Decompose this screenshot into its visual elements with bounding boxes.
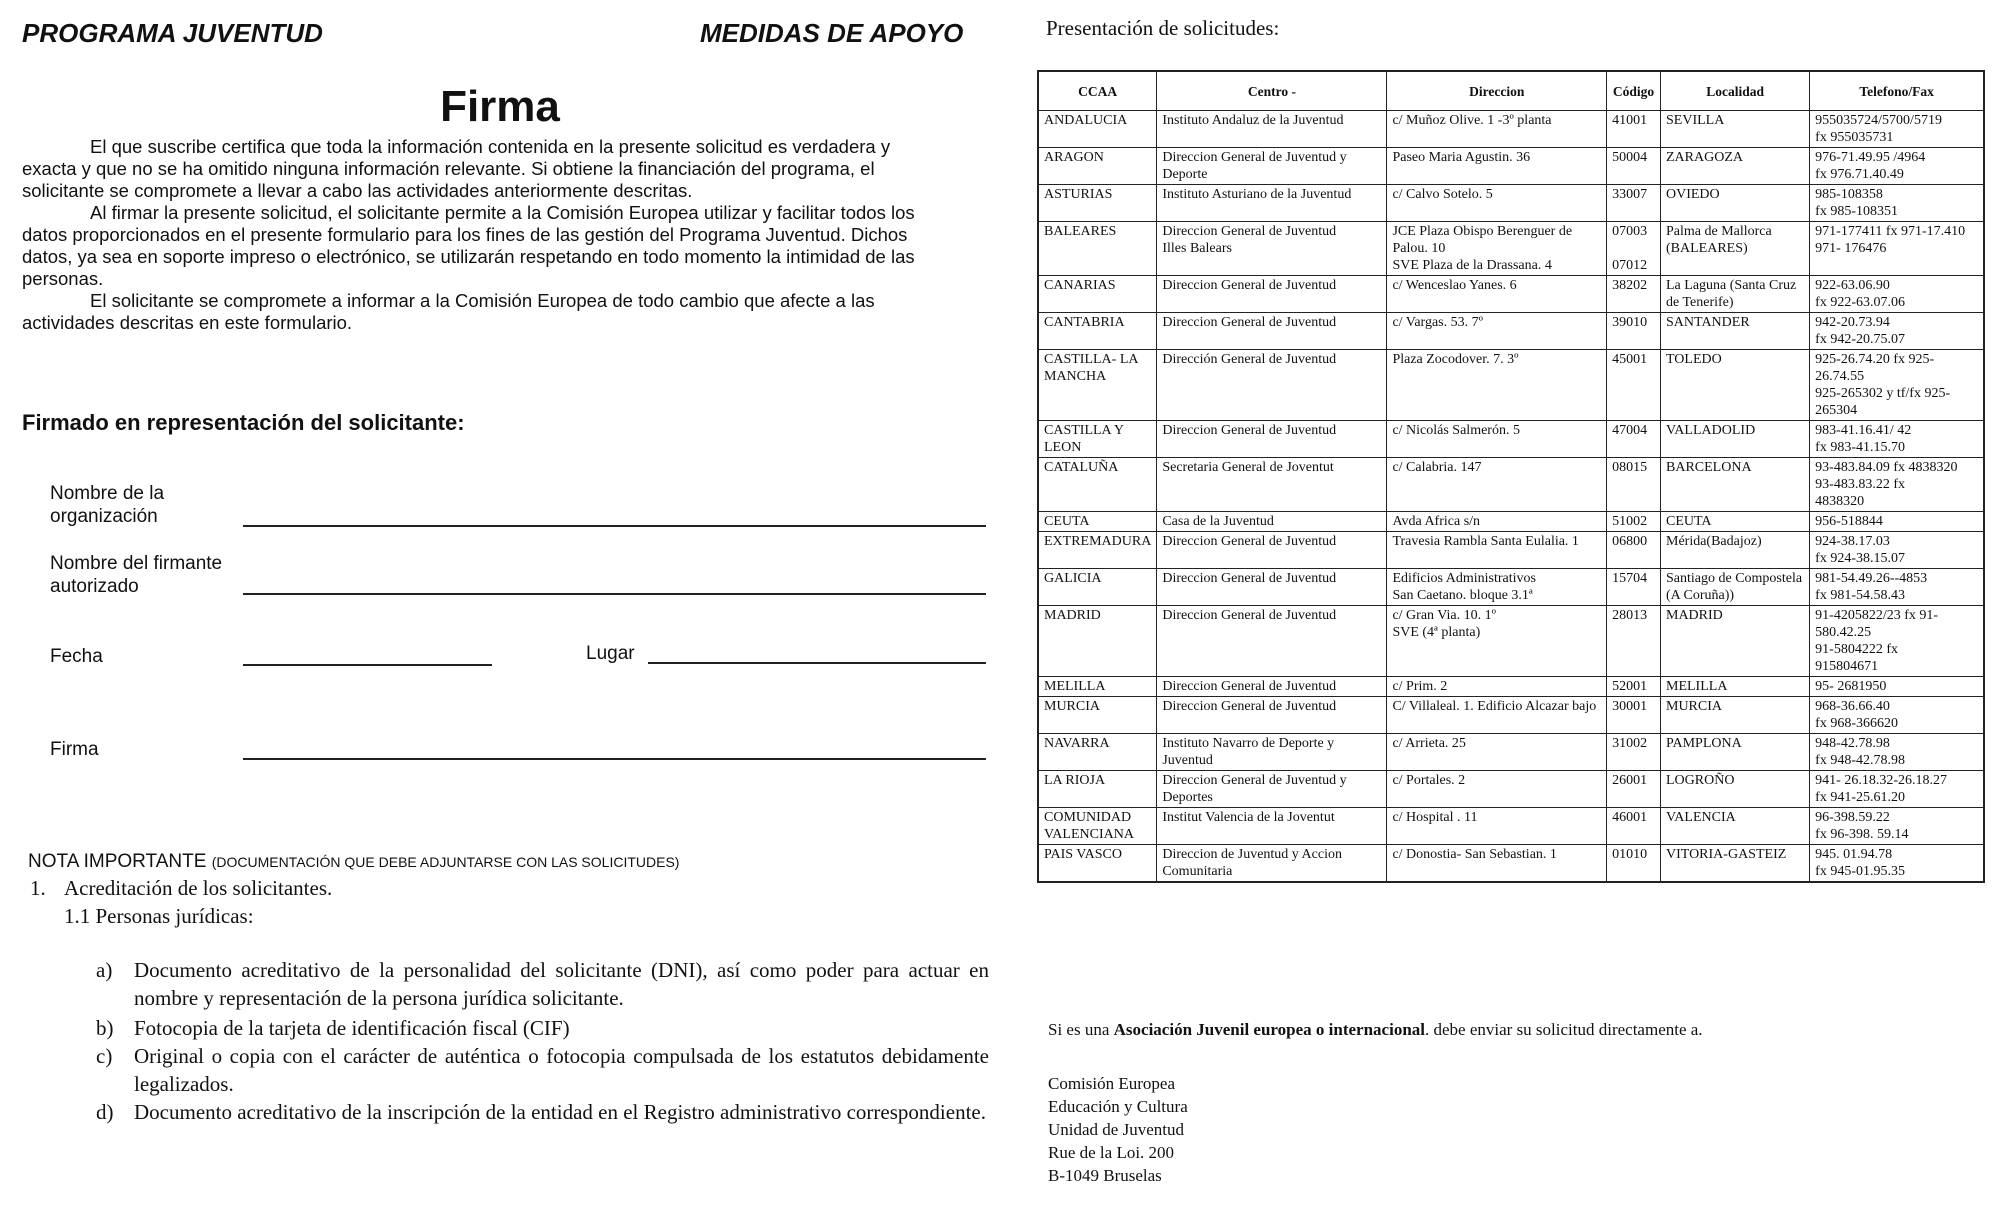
centro-cell: Direccion General de Juventud [1157, 532, 1387, 569]
telefono-cell: 924-38.17.03 fx 924-38.15.07 [1810, 532, 1984, 569]
centro-cell: Direccion General de Juventud [1157, 677, 1387, 697]
codigo-cell: 01010 [1607, 845, 1661, 883]
direccion-cell: C/ Villaleal. 1. Edificio Alcazar bajo [1387, 697, 1607, 734]
codigo-cell: 30001 [1607, 697, 1661, 734]
direccion-cell: Edificios Administrativos San Caetano. bloque 3.1ª [1387, 569, 1607, 606]
direccion-cell: Plaza Zocodover. 7. 3º [1387, 350, 1607, 421]
submission-note: Si es una Asociación Juvenil europea o internacional. debe enviar su solicitud directamente a. [1048, 1020, 1703, 1039]
organization-line[interactable] [243, 525, 986, 527]
centro-cell: Direccion General de Juventud [1157, 421, 1387, 458]
table-row [1038, 697, 1984, 734]
telefono-cell: 942-20.73.94 fx 942-20.75.07 [1810, 313, 1984, 350]
ccaa-cell: CASTILLA Y LEON [1038, 421, 1157, 458]
telefono-cell: 976-71.49.95 /4964 fx 976.71.40.49 [1810, 148, 1984, 185]
centro-cell: Instituto Navarro de Deporte y Juventud [1157, 734, 1387, 771]
codigo-cell: 28013 [1607, 606, 1661, 677]
ccaa-cell: MURCIA [1038, 697, 1157, 734]
direccion-cell: c/ Vargas. 53. 7º [1387, 313, 1607, 350]
centro-cell: Instituto Andaluz de la Juventud [1157, 111, 1387, 148]
localidad-cell: La Laguna (Santa Cruz de Tenerife) [1661, 276, 1810, 313]
codigo-cell: 47004 [1607, 421, 1661, 458]
important-note: NOTA IMPORTANTE (DOCUMENTACIÓN QUE DEBE ADJUNTARSE CON LAS SOLICITUDES) [28, 851, 680, 872]
commission-address: Comisión Europea Educación y Cultura Unidad de Juventud Rue de la Loi. 200 B-1049 Bruselas [1048, 1074, 1188, 1185]
ccaa-cell: EXTREMADURA [1038, 532, 1157, 569]
telefono-cell: 985-108358 fx 985-108351 [1810, 185, 1984, 222]
localidad-cell: CEUTA [1661, 512, 1810, 532]
codigo-cell: 06800 [1607, 532, 1661, 569]
codigo-cell: 52001 [1607, 677, 1661, 697]
telefono-cell: 968-36.66.40 fx 968-366620 [1810, 697, 1984, 734]
direccion-cell: c/ Calabria. 147 [1387, 458, 1607, 512]
ccaa-cell: COMUNIDAD VALENCIANA [1038, 808, 1157, 845]
table-row [1038, 421, 1984, 458]
direccion-cell: c/ Portales. 2 [1387, 771, 1607, 808]
direccion-cell: c/ Donostia- San Sebastian. 1 [1387, 845, 1607, 883]
centro-cell: Direccion General de Juventud [1157, 276, 1387, 313]
table-row [1038, 677, 1984, 697]
table-row [1038, 512, 1984, 532]
ccaa-cell: MELILLA [1038, 677, 1157, 697]
ccaa-cell: BALEARES [1038, 222, 1157, 276]
codigo-cell: 26001 [1607, 771, 1661, 808]
localidad-cell: OVIEDO [1661, 185, 1810, 222]
centro-cell: Casa de la Juventud [1157, 512, 1387, 532]
codigo-cell: 46001 [1607, 808, 1661, 845]
header-direccion: Direccion [1387, 71, 1607, 111]
codigo-cell: 38202 [1607, 276, 1661, 313]
page-title: Firma [440, 82, 560, 131]
direccion-cell: c/ Arrieta. 25 [1387, 734, 1607, 771]
header-localidad: Localidad [1661, 71, 1810, 111]
organization-label: Nombre de la organización [50, 483, 165, 527]
telefono-cell: 971-177411 fx 971-17.410 971- 176476 [1810, 222, 1984, 276]
signature-label: Firma [50, 739, 99, 760]
codigo-cell: 33007 [1607, 185, 1661, 222]
localidad-cell: MADRID [1661, 606, 1810, 677]
telefono-cell: 91-4205822/23 fx 91-580.42.25 91-5804222 fx 915804671 [1810, 606, 1984, 677]
centro-cell: Institut Valencia de la Joventut [1157, 808, 1387, 845]
date-label: Fecha [50, 646, 103, 667]
direccion-cell: c/ Hospital . 11 [1387, 808, 1607, 845]
list-item: b) Fotocopia de la tarjeta de identificación fiscal (CIF) [96, 1016, 570, 1040]
centro-cell: Instituto Asturiano de la Juventud [1157, 185, 1387, 222]
centro-cell: Direccion General de Juventud [1157, 569, 1387, 606]
table-row [1038, 569, 1984, 606]
codigo-cell: 45001 [1607, 350, 1661, 421]
place-label: Lugar [586, 643, 635, 664]
telefono-cell: 948-42.78.98 fx 948-42.78.98 [1810, 734, 1984, 771]
table-row [1038, 845, 1984, 883]
codigo-cell: 08015 [1607, 458, 1661, 512]
table-header-row [1038, 71, 1984, 111]
localidad-cell: BARCELONA [1661, 458, 1810, 512]
telefono-cell: 96-398.59.22 fx 96-398. 59.14 [1810, 808, 1984, 845]
centro-cell: Direccion General de Juventud [1157, 606, 1387, 677]
localidad-cell: VALENCIA [1661, 808, 1810, 845]
table-row [1038, 222, 1984, 276]
item-1-1-heading: 1.1 Personas jurídicas: [64, 904, 254, 928]
header-section: MEDIDAS DE APOYO [700, 18, 964, 48]
right-page [1010, 0, 2000, 1224]
ccaa-cell: ANDALUCIA [1038, 111, 1157, 148]
direccion-cell: JCE Plaza Obispo Berenguer de Palou. 10 SVE Plaza de la Drassana. 4 [1387, 222, 1607, 276]
ccaa-cell: NAVARRA [1038, 734, 1157, 771]
localidad-cell: VALLADOLID [1661, 421, 1810, 458]
centro-cell: Direccion General de Juventud Illes Balears [1157, 222, 1387, 276]
ccaa-cell: CEUTA [1038, 512, 1157, 532]
table-row [1038, 148, 1984, 185]
direccion-cell: c/ Prim. 2 [1387, 677, 1607, 697]
telefono-cell: 983-41.16.41/ 42 fx 983-41.15.70 [1810, 421, 1984, 458]
header-centro: Centro - [1157, 71, 1387, 111]
table-row [1038, 606, 1984, 677]
codigo-cell: 31002 [1607, 734, 1661, 771]
table-row [1038, 185, 1984, 222]
table-row [1038, 734, 1984, 771]
list-item: d) Documento acreditativo de la inscripción de la entidad en el Registro administrativo correspondiente. [96, 1100, 986, 1124]
ccaa-cell: GALICIA [1038, 569, 1157, 606]
telefono-cell: 922-63.06.90 fx 922-63.07.06 [1810, 276, 1984, 313]
localidad-cell: Palma de Mallorca (BALEARES) [1661, 222, 1810, 276]
ccaa-cell: CANARIAS [1038, 276, 1157, 313]
codigo-cell: 41001 [1607, 111, 1661, 148]
localidad-cell: SANTANDER [1661, 313, 1810, 350]
codigo-cell: 07003 07012 [1607, 222, 1661, 276]
telefono-cell: 941- 26.18.32-26.18.27 fx 941-25.61.20 [1810, 771, 1984, 808]
table-row [1038, 532, 1984, 569]
certification-paragraph: El que suscribe certifica que toda la información contenida en la presente solicitud es verdadera y exacta y que no se ha omitido ninguna información relevante. Si obtiene la financiación del programa, el solicitante se compromete a llevar a cabo las actividades anteriormente descritas. Al firmar la presente solicitud, el solicitante permite a la Comisión Europea utilizar y facilitar todos los datos proporcionados en el presente formulario para los fines de las gestión del Programa Juventud. Dichos datos, ya sea en soporte impreso o electrónico, se utilizarán respetando en todo momento la intimidad de las personas. El solicitante se compromete a informar a la Comisión Europea de todo cambio que afecte a las actividades descritas en este formulario. [22, 136, 915, 333]
table-row [1038, 350, 1984, 421]
codigo-cell: 39010 [1607, 313, 1661, 350]
codigo-cell: 15704 [1607, 569, 1661, 606]
authorized-signer-line[interactable] [243, 593, 986, 595]
localidad-cell: Santiago de Compostela (A Coruña)) [1661, 569, 1810, 606]
centro-cell: Direccion General de Juventud y Deporte [1157, 148, 1387, 185]
item-1-heading: Acreditación de los solicitantes. [64, 876, 333, 900]
telefono-cell: 981-54.49.26--4853 fx 981-54.58.43 [1810, 569, 1984, 606]
table-row [1038, 808, 1984, 845]
telefono-cell: 956-518844 [1810, 512, 1984, 532]
date-line[interactable] [243, 664, 492, 666]
table-row [1038, 458, 1984, 512]
ccaa-cell: CANTABRIA [1038, 313, 1157, 350]
localidad-cell: LOGROÑO [1661, 771, 1810, 808]
centro-cell: Direccion General de Juventud y Deportes [1157, 771, 1387, 808]
authorized-signer-label: Nombre del firmante autorizado [50, 553, 223, 597]
list-item: c) Original o copia con el carácter de auténtica o fotocopia compulsada de los estatutos debidamente legalizados. [96, 1044, 989, 1096]
localidad-cell: MELILLA [1661, 677, 1810, 697]
codigo-cell: 51002 [1607, 512, 1661, 532]
direccion-cell: Travesia Rambla Santa Eulalia. 1 [1387, 532, 1607, 569]
direccion-cell: c/ Wenceslao Yanes. 6 [1387, 276, 1607, 313]
centro-cell: Secretaria General de Joventut [1157, 458, 1387, 512]
direccion-cell: Paseo Maria Agustin. 36 [1387, 148, 1607, 185]
ccaa-cell: MADRID [1038, 606, 1157, 677]
ccaa-cell: PAIS VASCO [1038, 845, 1157, 883]
localidad-cell: VITORIA-GASTEIZ [1661, 845, 1810, 883]
direccion-cell: Avda Africa s/n [1387, 512, 1607, 532]
telefono-cell: 945. 01.94.78 fx 945-01.95.35 [1810, 845, 1984, 883]
ccaa-cell: LA RIOJA [1038, 771, 1157, 808]
signature-subheading: Firmado en representación del solicitante: [22, 410, 465, 435]
table-row [1038, 313, 1984, 350]
centro-cell: Direccion de Juventud y Accion Comunitaria [1157, 845, 1387, 883]
table-row [1038, 771, 1984, 808]
localidad-cell: SEVILLA [1661, 111, 1810, 148]
centro-cell: Dirección General de Juventud [1157, 350, 1387, 421]
codigo-cell: 50004 [1607, 148, 1661, 185]
submission-title: Presentación de solicitudes: [1046, 16, 1280, 40]
localidad-cell: Mérida(Badajoz) [1661, 532, 1810, 569]
item-number-1: 1. [30, 876, 46, 900]
header-ccaa: CCAA [1038, 71, 1157, 111]
direccion-cell: c/ Calvo Sotelo. 5 [1387, 185, 1607, 222]
ccaa-cell: ASTURIAS [1038, 185, 1157, 222]
localidad-cell: TOLEDO [1661, 350, 1810, 421]
telefono-cell: 93-483.84.09 fx 4838320 93-483.83.22 fx 4838320 [1810, 458, 1984, 512]
localidad-cell: PAMPLONA [1661, 734, 1810, 771]
place-line[interactable] [648, 662, 986, 664]
centro-cell: Direccion General de Juventud [1157, 313, 1387, 350]
header-codigo: Código [1607, 71, 1661, 111]
header-telefono: Telefono/Fax [1810, 71, 1984, 111]
header-program: PROGRAMA JUVENTUD [22, 18, 323, 48]
signature-line[interactable] [243, 758, 986, 760]
ccaa-cell: CATALUÑA [1038, 458, 1157, 512]
telefono-cell: 955035724/5700/5719 fx 955035731 [1810, 111, 1984, 148]
ccaa-cell: CASTILLA- LA MANCHA [1038, 350, 1157, 421]
telefono-cell: 925-26.74.20 fx 925-26.74.55 925-265302 y tf/fx 925-265304 [1810, 350, 1984, 421]
centro-cell: Direccion General de Juventud [1157, 697, 1387, 734]
table-row [1038, 276, 1984, 313]
ccaa-cell: ARAGON [1038, 148, 1157, 185]
telefono-cell: 95- 2681950 [1810, 677, 1984, 697]
localidad-cell: ZARAGOZA [1661, 148, 1810, 185]
localidad-cell: MURCIA [1661, 697, 1810, 734]
table-row [1038, 111, 1984, 148]
list-item: a) Documento acreditativo de la personalidad del solicitante (DNI), así como poder para actuar en nombre y representación de la persona jurídica solicitante. [96, 958, 989, 1010]
direccion-cell: c/ Gran Via. 10. 1º SVE (4ª planta) [1387, 606, 1607, 677]
direccion-cell: c/ Muñoz Olive. 1 -3º planta [1387, 111, 1607, 148]
direccion-cell: c/ Nicolás Salmerón. 5 [1387, 421, 1607, 458]
regional-offices-table [1037, 70, 1985, 883]
